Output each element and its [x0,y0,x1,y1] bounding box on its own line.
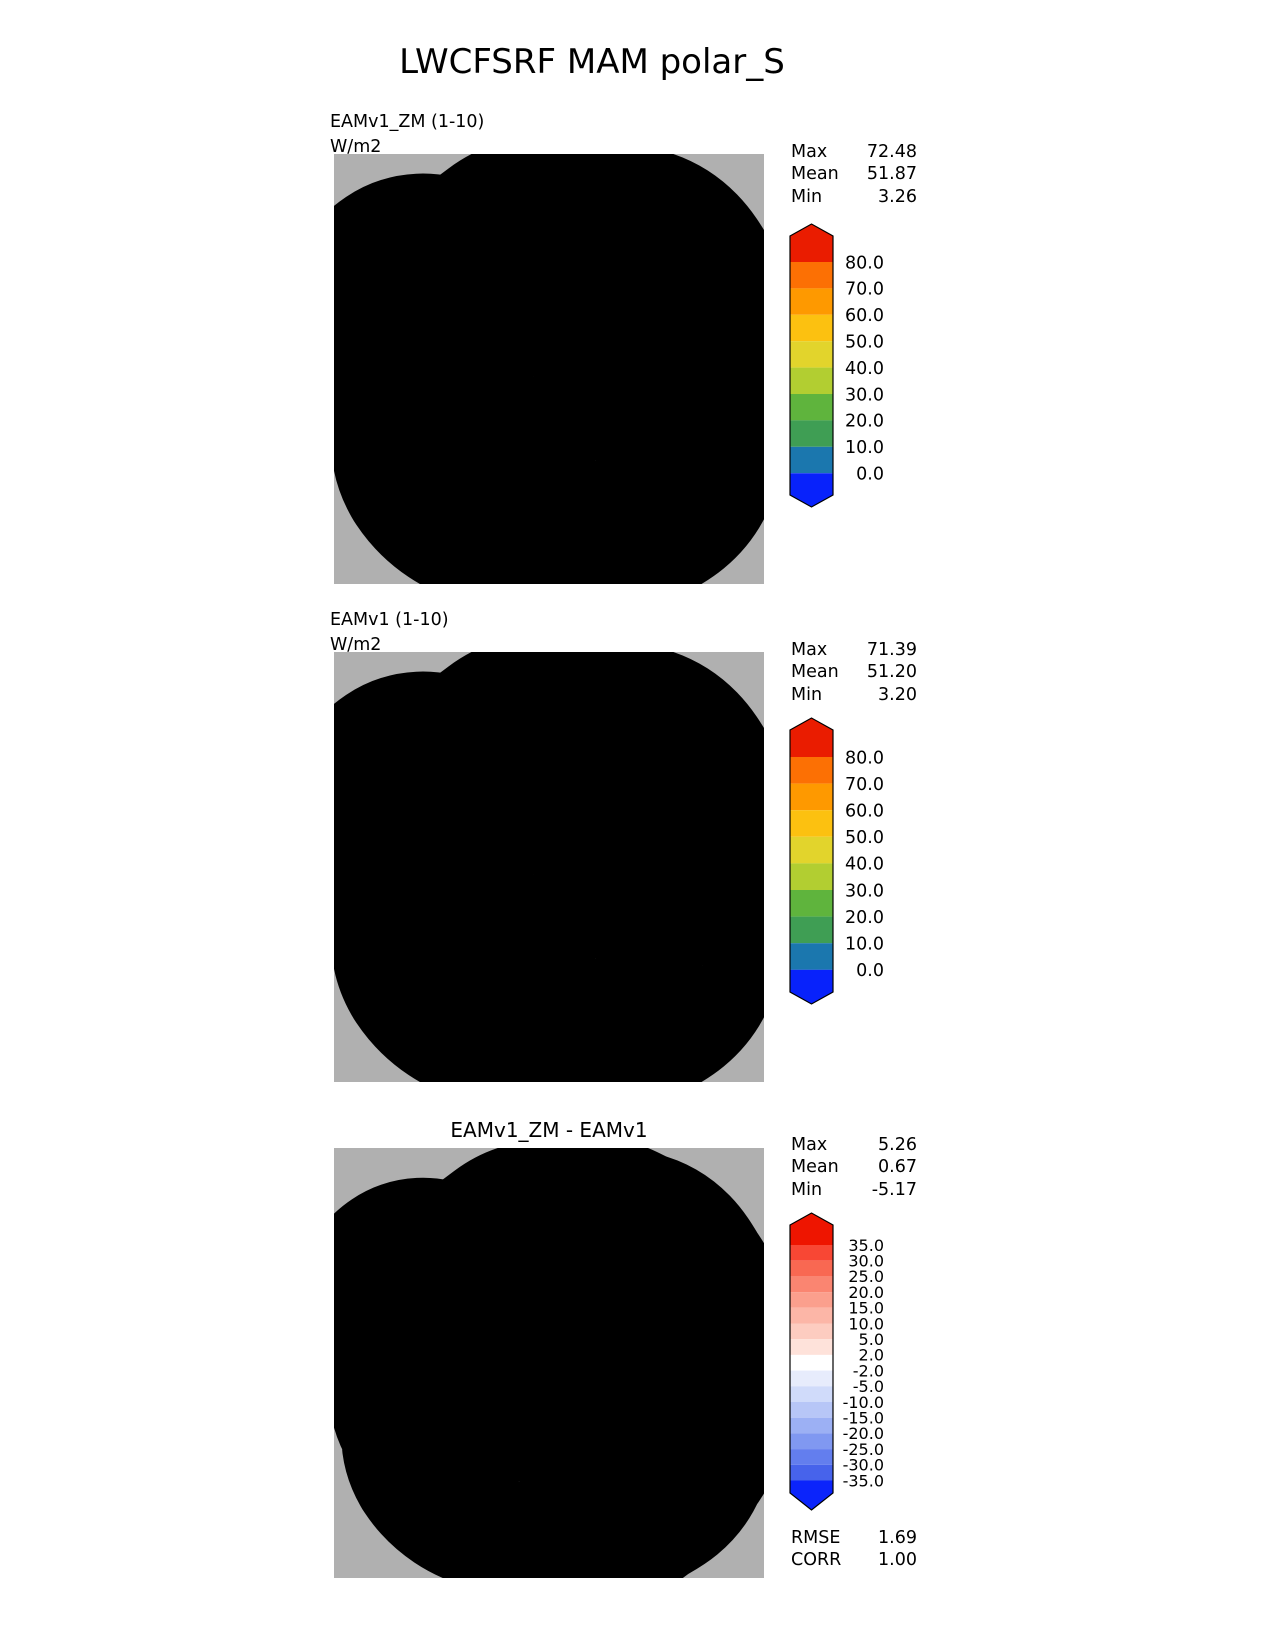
colorbar-segment [790,757,833,784]
colorbar-tick-label: 70.0 [845,774,884,795]
colorbar-panel2 [788,716,918,1010]
colorbar-tick-label: -25.0 [842,1439,884,1459]
colorbar-tick-label: 5.0 [858,1329,884,1349]
map1-coastline [418,265,670,493]
stat-value: 5.26 [878,1135,917,1155]
panel3-rmse-corr-block [791,1527,917,1572]
colorbar-segment [790,1355,833,1371]
stat-label: Min [791,186,823,207]
stat-row-min [791,186,917,208]
stat-row-max [791,1134,917,1156]
colorbar-tick-label: 10.0 [845,438,884,459]
colorbar-top-arrow [790,224,833,262]
colorbar-tick-label: 0.0 [856,961,884,982]
colorbar-tick-label: 20.0 [845,411,884,432]
stat-value: 3.20 [878,684,917,705]
stat-label: Min [791,1179,823,1200]
stat-value: 51.20 [866,662,917,683]
stat-row-min [791,684,917,706]
colorbar-tick-label: 2.0 [858,1345,884,1365]
colorbar-segment [790,1324,833,1340]
colorbar-segment [790,1308,833,1324]
map-panel3-difference [334,1148,764,1578]
colorbar-tick-label: 60.0 [845,306,884,327]
colorbar-segment [790,288,833,314]
colorbar-tick-label: 70.0 [845,279,884,300]
stat-value: 71.39 [866,640,917,660]
map3-coastline [418,1259,670,1487]
colorbar-tick-label: 30.0 [845,385,884,406]
panel1-variable-label: EAMv1_ZM (1-10) [330,112,485,132]
colorbar-segment [790,341,833,367]
colorbar-segment [790,1261,833,1277]
colorbar-segment [790,863,833,890]
stat-value: 0.67 [878,1157,917,1178]
stat-row-max [791,141,917,163]
colorbar-tick-label: 0.0 [856,464,884,485]
colorbar-segment [790,394,833,420]
colorbar-tick-label: 80.0 [845,253,884,274]
colorbar-top-arrow [790,1213,833,1245]
stat-label: Mean [791,1157,839,1178]
colorbar-tick-label: 10.0 [845,934,884,955]
map-panel2-eamv1 [334,652,764,1082]
stat-label: Mean [791,662,839,683]
stat-value: -5.17 [871,1179,917,1200]
panel2-stats-block [791,639,917,706]
colorbar-tick-label: -35.0 [842,1471,884,1491]
stat-value: 51.87 [866,164,917,185]
stat-value: 72.48 [866,142,917,162]
colorbar-panel3-diff [788,1211,918,1517]
colorbar-tick-label: 50.0 [845,332,884,353]
panel2-label [330,608,449,658]
colorbar-tick-label: 50.0 [845,828,884,849]
colorbar-segment [790,420,833,446]
colorbar-tick-label: 35.0 [848,1235,884,1255]
colorbar-tick-label: 20.0 [848,1282,884,1302]
stat-row-rmse [791,1527,917,1549]
stat-value: 3.26 [878,186,917,207]
colorbar-segment [790,784,833,811]
stat-label: Max [791,1135,828,1155]
colorbar-tick-label: -10.0 [842,1392,884,1412]
colorbar-tick-label: 30.0 [848,1251,884,1271]
colorbar-tick-label: -15.0 [842,1408,884,1428]
colorbar-segment [790,1276,833,1292]
colorbar-segment [790,1465,833,1481]
colorbar-tick-label: -30.0 [842,1455,884,1475]
panel3-stats-block [791,1134,917,1201]
stat-label: Max [791,142,828,162]
colorbar-segment [790,1402,833,1418]
colorbar-segment [790,1449,833,1465]
stat-value: 1.00 [878,1550,917,1571]
stat-label: RMSE [791,1528,841,1548]
colorbar-segment [790,1418,833,1434]
colorbar-tick-label: -5.0 [852,1377,884,1397]
colorbar-segment [790,837,833,864]
colorbar-tick-label: 40.0 [845,358,884,379]
colorbar-segment [790,943,833,970]
stat-row-corr [791,1549,917,1571]
colorbar-top-arrow [790,718,833,757]
stat-row-mean [791,661,917,683]
map2-coastline [418,763,670,991]
colorbar-tick-label: -2.0 [852,1361,884,1381]
stat-label: Mean [791,164,839,185]
colorbar-panel1 [788,222,918,514]
panel1-stats-block [791,141,917,208]
colorbar-tick-label: 15.0 [848,1298,884,1318]
colorbar-segment [790,447,833,473]
colorbar-bottom-arrow [790,1481,833,1511]
stat-label: Min [791,684,823,705]
colorbar-segment [790,917,833,944]
stat-row-max [791,639,917,661]
colorbar-tick-label: 20.0 [845,907,884,928]
colorbar-segment [790,1371,833,1387]
stat-label: Max [791,640,828,660]
colorbar-tick-label: 80.0 [845,748,884,769]
panel3-difference-title: EAMv1_ZM - EAMv1 [450,1118,648,1142]
colorbar-bottom-arrow [790,473,833,507]
colorbar-segment [790,262,833,288]
figure-title: LWCFSRF MAM polar_S [399,42,785,82]
colorbar-segment [790,1433,833,1449]
colorbar-segment [790,1386,833,1402]
colorbar-segment [790,1339,833,1355]
colorbar-segment [790,1245,833,1261]
colorbar-tick-label: 40.0 [845,854,884,875]
stat-row-mean [791,1156,917,1178]
panel2-units-label: W/m2 [330,635,382,655]
colorbar-tick-label: 60.0 [845,801,884,822]
colorbar-tick-label: -20.0 [842,1424,884,1444]
stat-label: CORR [791,1550,842,1571]
colorbar-tick-label: 25.0 [848,1267,884,1287]
colorbar-segment [790,1292,833,1308]
stat-row-mean [791,163,917,185]
colorbar-segment [790,890,833,917]
panel2-variable-label: EAMv1 (1-10) [330,610,449,630]
colorbar-segment [790,368,833,394]
colorbar-tick-label: 30.0 [845,881,884,902]
panel1-units-label: W/m2 [330,137,382,157]
colorbar-segment [790,810,833,837]
map-panel1-eamv1-zm [334,154,764,584]
colorbar-segment [790,315,833,341]
colorbar-bottom-arrow [790,970,833,1004]
stat-value: 1.69 [878,1528,917,1548]
panel1-label [330,110,484,160]
stat-row-min [791,1179,917,1201]
colorbar-tick-label: 10.0 [848,1314,884,1334]
